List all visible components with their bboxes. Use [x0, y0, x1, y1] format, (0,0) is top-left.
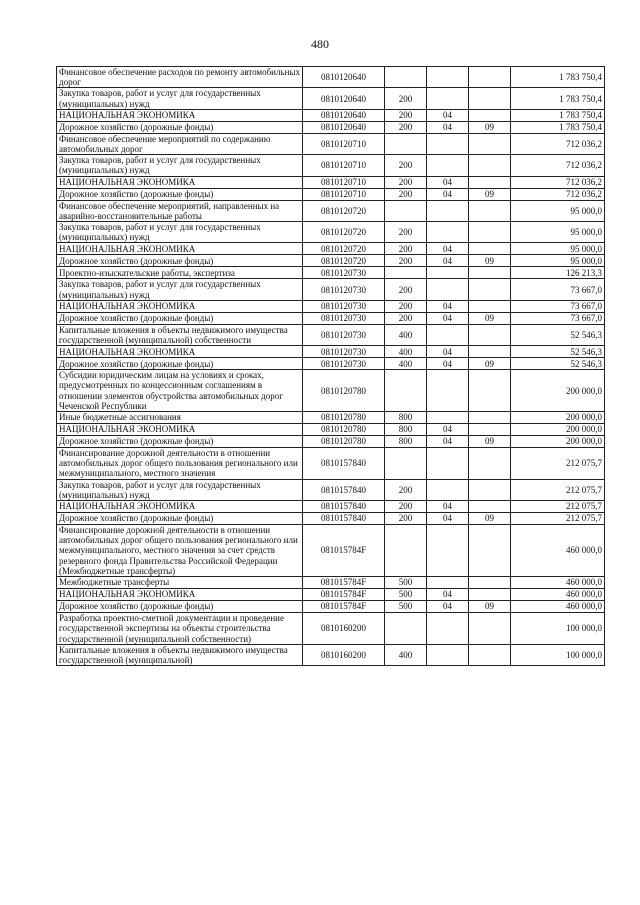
row-amount: 1 783 750,4 [511, 88, 605, 109]
row-subsection [469, 267, 511, 279]
row-name: НАЦИОНАЛЬНАЯ ЭКОНОМИКА [57, 109, 303, 121]
row-expense-type: 500 [385, 601, 427, 613]
table-row [57, 589, 605, 601]
table-row [57, 121, 605, 133]
row-name: Дорожное хозяйство (дорожные фонды) [57, 312, 303, 324]
row-subsection: 09 [469, 255, 511, 267]
row-amount: 212 075,7 [511, 501, 605, 513]
row-section: 04 [427, 346, 469, 358]
table-row [57, 243, 605, 255]
row-subsection [469, 370, 511, 412]
row-name: НАЦИОНАЛЬНАЯ ЭКОНОМИКА [57, 300, 303, 312]
row-amount: 1 783 750,4 [511, 67, 605, 88]
table-row [57, 601, 605, 613]
row-section [427, 577, 469, 589]
row-name: Капитальные вложения в объекты недвижимого имущества государственной (муниципальной) [57, 644, 303, 665]
row-code: 0810160200 [303, 613, 385, 645]
row-subsection [469, 346, 511, 358]
table-row [57, 88, 605, 109]
row-expense-type: 400 [385, 644, 427, 665]
table-row [57, 346, 605, 358]
row-expense-type: 500 [385, 589, 427, 601]
row-name: Дорожное хозяйство (дорожные фонды) [57, 436, 303, 448]
row-expense-type [385, 200, 427, 221]
row-name: Закупка товаров, работ и услуг для государственных (муниципальных) нужд [57, 479, 303, 500]
row-amount: 200 000,0 [511, 424, 605, 436]
row-subsection [469, 448, 511, 480]
row-expense-type: 400 [385, 346, 427, 358]
row-amount: 460 000,0 [511, 589, 605, 601]
row-name: Закупка товаров, работ и услуг для государственных (муниципальных) нужд [57, 155, 303, 176]
row-expense-type: 200 [385, 88, 427, 109]
row-name: Разработка проектно-сметной документации и проведение государственной экспертизы на объекты строительства государственной (муниципальной собственности) [57, 613, 303, 645]
row-section [427, 88, 469, 109]
row-expense-type: 800 [385, 412, 427, 424]
row-expense-type: 200 [385, 121, 427, 133]
table-row [57, 312, 605, 324]
row-expense-type: 200 [385, 176, 427, 188]
row-code: 0810120640 [303, 67, 385, 88]
row-amount: 712 036,2 [511, 176, 605, 188]
row-amount: 73 667,0 [511, 312, 605, 324]
row-code: 0810120720 [303, 243, 385, 255]
table-row [57, 644, 605, 665]
row-section [427, 412, 469, 424]
row-amount: 52 546,3 [511, 346, 605, 358]
row-section: 04 [427, 188, 469, 200]
row-code: 0810120730 [303, 312, 385, 324]
row-expense-type [385, 133, 427, 154]
row-code: 0810120730 [303, 346, 385, 358]
row-name: НАЦИОНАЛЬНАЯ ЭКОНОМИКА [57, 243, 303, 255]
row-section: 04 [427, 589, 469, 601]
table-row [57, 222, 605, 243]
row-section: 04 [427, 501, 469, 513]
row-name: Закупка товаров, работ и услуг для государственных (муниципальных) нужд [57, 279, 303, 300]
row-amount: 460 000,0 [511, 577, 605, 589]
row-amount: 200 000,0 [511, 370, 605, 412]
row-subsection [469, 222, 511, 243]
row-name: Закупка товаров, работ и услуг для государственных (муниципальных) нужд [57, 222, 303, 243]
table-row [57, 501, 605, 513]
row-expense-type: 800 [385, 424, 427, 436]
row-subsection: 09 [469, 601, 511, 613]
row-expense-type [385, 525, 427, 577]
row-section: 04 [427, 300, 469, 312]
row-subsection [469, 279, 511, 300]
row-name: НАЦИОНАЛЬНАЯ ЭКОНОМИКА [57, 501, 303, 513]
row-code: 0810120730 [303, 324, 385, 345]
row-section: 04 [427, 424, 469, 436]
table-row [57, 412, 605, 424]
row-name: НАЦИОНАЛЬНАЯ ЭКОНОМИКА [57, 176, 303, 188]
row-expense-type: 200 [385, 255, 427, 267]
row-expense-type [385, 370, 427, 412]
row-subsection [469, 589, 511, 601]
table-row [57, 255, 605, 267]
row-amount: 1 783 750,4 [511, 121, 605, 133]
row-section: 04 [427, 121, 469, 133]
row-amount: 52 546,3 [511, 324, 605, 345]
row-name: Иные бюджетные ассигнования [57, 412, 303, 424]
row-section [427, 279, 469, 300]
row-section [427, 613, 469, 645]
row-expense-type: 800 [385, 436, 427, 448]
row-expense-type [385, 613, 427, 645]
row-expense-type: 200 [385, 109, 427, 121]
row-subsection [469, 613, 511, 645]
row-amount: 126 213,3 [511, 267, 605, 279]
row-code: 0810120720 [303, 255, 385, 267]
row-section: 04 [427, 109, 469, 121]
row-name: Дорожное хозяйство (дорожные фонды) [57, 121, 303, 133]
table-row [57, 448, 605, 480]
table-row [57, 109, 605, 121]
row-subsection [469, 501, 511, 513]
row-amount: 73 667,0 [511, 300, 605, 312]
row-amount: 212 075,7 [511, 513, 605, 525]
row-section: 04 [427, 255, 469, 267]
row-section [427, 525, 469, 577]
row-expense-type [385, 448, 427, 480]
table-row [57, 513, 605, 525]
table-row [57, 155, 605, 176]
row-code: 081015784F [303, 525, 385, 577]
row-expense-type: 200 [385, 222, 427, 243]
row-expense-type: 200 [385, 479, 427, 500]
table-row [57, 133, 605, 154]
row-code: 0810120710 [303, 133, 385, 154]
table-row [57, 424, 605, 436]
row-subsection: 09 [469, 121, 511, 133]
row-name: Субсидии юридическим лицам на условиях и сроках, предусмотренных по концессионным соглашениям в отношении элементов обустройства автомобильных дорог Чеченской Республики [57, 370, 303, 412]
row-amount: 460 000,0 [511, 525, 605, 577]
row-code: 081015784F [303, 589, 385, 601]
row-section [427, 479, 469, 500]
row-amount: 212 075,7 [511, 479, 605, 500]
row-amount: 1 783 750,4 [511, 109, 605, 121]
row-section: 04 [427, 358, 469, 370]
row-subsection [469, 324, 511, 345]
table-row [57, 613, 605, 645]
row-amount: 200 000,0 [511, 436, 605, 448]
row-subsection [469, 88, 511, 109]
row-amount: 712 036,2 [511, 133, 605, 154]
row-name: Дорожное хозяйство (дорожные фонды) [57, 255, 303, 267]
row-section: 04 [427, 312, 469, 324]
row-code: 0810157840 [303, 448, 385, 480]
row-name: Финансовое обеспечение мероприятий, направленных на аварийно-восстановительные работы [57, 200, 303, 221]
row-code: 0810120640 [303, 88, 385, 109]
row-amount: 95 000,0 [511, 243, 605, 255]
row-section: 04 [427, 176, 469, 188]
row-code: 0810120640 [303, 109, 385, 121]
row-name: Межбюджетные трансферты [57, 577, 303, 589]
row-code: 0810120720 [303, 200, 385, 221]
row-code: 0810120640 [303, 121, 385, 133]
row-amount: 460 000,0 [511, 601, 605, 613]
row-section [427, 370, 469, 412]
row-section: 04 [427, 601, 469, 613]
row-subsection [469, 424, 511, 436]
row-subsection [469, 644, 511, 665]
row-expense-type: 200 [385, 300, 427, 312]
page-number: 480 [311, 37, 329, 51]
row-name: Дорожное хозяйство (дорожные фонды) [57, 513, 303, 525]
row-amount: 95 000,0 [511, 200, 605, 221]
row-section [427, 200, 469, 221]
row-subsection [469, 67, 511, 88]
row-section [427, 267, 469, 279]
row-subsection [469, 133, 511, 154]
row-name: Закупка товаров, работ и услуг для государственных (муниципальных) нужд [57, 88, 303, 109]
row-subsection: 09 [469, 358, 511, 370]
table-row [57, 436, 605, 448]
row-name: Капитальные вложения в объекты недвижимого имущества государственной (муниципальной) собственности [57, 324, 303, 345]
row-subsection: 09 [469, 436, 511, 448]
table-body [57, 67, 605, 666]
table-row [57, 577, 605, 589]
row-code: 0810120730 [303, 300, 385, 312]
row-subsection [469, 525, 511, 577]
table-row [57, 188, 605, 200]
row-expense-type: 400 [385, 324, 427, 345]
row-expense-type: 200 [385, 188, 427, 200]
row-name: НАЦИОНАЛЬНАЯ ЭКОНОМИКА [57, 346, 303, 358]
row-code: 0810120710 [303, 155, 385, 176]
table-row [57, 300, 605, 312]
row-name: Дорожное хозяйство (дорожные фонды) [57, 188, 303, 200]
row-name: Финансовое обеспечение мероприятий по содержанию автомобильных дорог [57, 133, 303, 154]
table-row [57, 358, 605, 370]
row-expense-type: 200 [385, 155, 427, 176]
row-amount: 95 000,0 [511, 222, 605, 243]
row-section [427, 133, 469, 154]
row-section [427, 448, 469, 480]
row-code: 0810120730 [303, 358, 385, 370]
row-amount: 52 546,3 [511, 358, 605, 370]
row-expense-type: 200 [385, 312, 427, 324]
row-expense-type [385, 267, 427, 279]
row-expense-type: 200 [385, 279, 427, 300]
row-subsection: 09 [469, 312, 511, 324]
row-section: 04 [427, 243, 469, 255]
row-subsection: 09 [469, 188, 511, 200]
row-subsection [469, 200, 511, 221]
row-subsection [469, 155, 511, 176]
table-row [57, 370, 605, 412]
row-code: 0810120780 [303, 436, 385, 448]
table-row [57, 324, 605, 345]
table-row [57, 176, 605, 188]
table-row [57, 200, 605, 221]
row-section [427, 324, 469, 345]
row-code: 0810120780 [303, 412, 385, 424]
row-code: 0810120730 [303, 279, 385, 300]
row-subsection [469, 412, 511, 424]
row-name: НАЦИОНАЛЬНАЯ ЭКОНОМИКА [57, 424, 303, 436]
row-subsection [469, 243, 511, 255]
table-row [57, 479, 605, 500]
row-expense-type: 200 [385, 243, 427, 255]
row-expense-type: 400 [385, 358, 427, 370]
row-code: 0810157840 [303, 479, 385, 500]
row-name: Финансирование дорожной деятельности в отношении автомобильных дорог общего пользования регионального или межмуниципального, местного значения за счет средств резервного фонда Правительства Российской Федерации (Межбюджетные трансферты) [57, 525, 303, 577]
row-subsection [469, 479, 511, 500]
table-row [57, 279, 605, 300]
row-amount: 712 036,2 [511, 155, 605, 176]
row-code: 0810120710 [303, 176, 385, 188]
row-section: 04 [427, 513, 469, 525]
row-section [427, 644, 469, 665]
row-subsection [469, 300, 511, 312]
row-name: Дорожное хозяйство (дорожные фонды) [57, 601, 303, 613]
row-amount: 200 000,0 [511, 412, 605, 424]
row-subsection [469, 176, 511, 188]
row-subsection [469, 577, 511, 589]
table-row [57, 525, 605, 577]
row-code: 0810160200 [303, 644, 385, 665]
row-code: 081015784F [303, 601, 385, 613]
row-amount: 100 000,0 [511, 613, 605, 645]
row-expense-type: 200 [385, 501, 427, 513]
row-amount: 712 036,2 [511, 188, 605, 200]
row-name: НАЦИОНАЛЬНАЯ ЭКОНОМИКА [57, 589, 303, 601]
table-row [57, 267, 605, 279]
row-section [427, 67, 469, 88]
row-code: 081015784F [303, 577, 385, 589]
row-code: 0810120780 [303, 370, 385, 412]
row-code: 0810120730 [303, 267, 385, 279]
row-section [427, 222, 469, 243]
row-name: Проектно-изыскательские работы, экспертиза [57, 267, 303, 279]
row-expense-type: 200 [385, 513, 427, 525]
row-code: 0810120710 [303, 188, 385, 200]
table-row [57, 67, 605, 88]
budget-table [56, 66, 605, 666]
row-amount: 212 075,7 [511, 448, 605, 480]
row-amount: 73 667,0 [511, 279, 605, 300]
row-code: 0810120720 [303, 222, 385, 243]
row-amount: 95 000,0 [511, 255, 605, 267]
row-code: 0810157840 [303, 501, 385, 513]
row-subsection [469, 109, 511, 121]
row-name: Дорожное хозяйство (дорожные фонды) [57, 358, 303, 370]
row-subsection: 09 [469, 513, 511, 525]
row-code: 0810120780 [303, 424, 385, 436]
row-code: 0810157840 [303, 513, 385, 525]
row-name: Финансирование дорожной деятельности в отношении автомобильных дорог общего пользования регионального или межмуниципального, местного значения [57, 448, 303, 480]
row-section: 04 [427, 436, 469, 448]
row-expense-type [385, 67, 427, 88]
row-section [427, 155, 469, 176]
row-expense-type: 500 [385, 577, 427, 589]
row-name: Финансовое обеспечение расходов по ремонту автомобильных дорог [57, 67, 303, 88]
row-amount: 100 000,0 [511, 644, 605, 665]
